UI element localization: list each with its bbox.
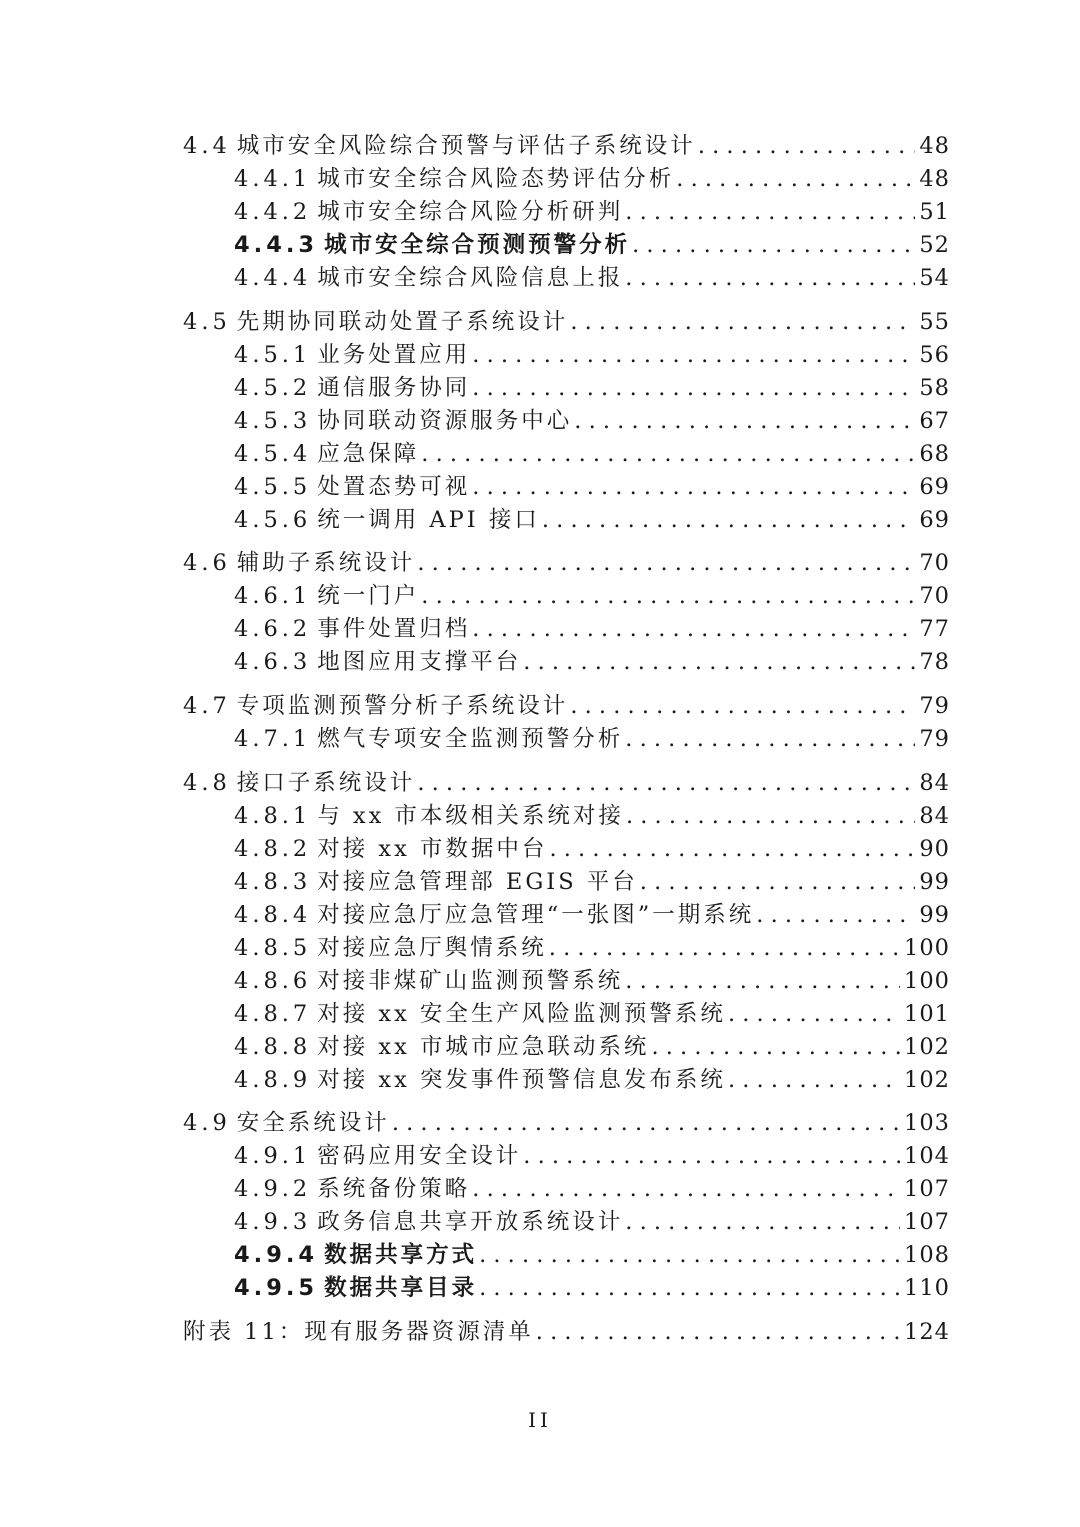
dot-leader [632,229,915,262]
toc-entry[interactable] [183,1173,950,1206]
toc-entry-page: 48 [919,166,950,192]
toc-entry-page: 58 [919,374,950,401]
toc-entry-title: 统一调用 API 接口 [317,506,540,533]
toc-entry[interactable] [183,229,950,262]
toc-entry-number: 4.8.5 [234,934,312,961]
dot-leader [626,800,915,833]
toc-entry-number: 4.5.2 [234,374,312,401]
toc-entry[interactable] [183,163,950,196]
toc-entry-number: 4.9.3 [234,1209,312,1236]
toc-entry-page: 79 [919,726,950,753]
toc-entry-page: 100 [904,967,950,994]
toc-entry-page: 48 [919,133,950,159]
toc-entry[interactable] [183,1239,950,1272]
toc-entry[interactable] [183,504,950,537]
dot-leader [472,1173,900,1206]
toc-entry-page: 102 [904,1033,950,1060]
dot-leader [625,262,915,295]
dot-leader [523,646,915,679]
toc-entry-page: 56 [919,341,950,368]
toc-entry-page: 84 [919,769,950,796]
toc-entry-page: 51 [919,199,950,225]
toc-entry-title: 对接应急厅舆情系统 [317,934,547,961]
dot-leader [728,998,900,1031]
dot-leader [536,1316,900,1349]
toc-entry[interactable] [183,196,950,229]
toc-entry-page: 90 [919,835,950,862]
toc-entry-page: 84 [919,802,950,829]
toc-entry-title: 城市安全风险综合预警与评估子系统设计 [236,133,696,159]
dot-leader [625,1206,900,1239]
dot-leader [698,130,916,163]
toc-entry-title: 对接 xx 市城市应急联动系统 [317,1033,650,1060]
toc-entry-title: 处置态势可视 [317,473,471,500]
toc-entry[interactable] [183,1272,950,1305]
toc-entry[interactable] [183,690,950,723]
toc-entry-page: 68 [919,440,950,467]
dot-leader [542,504,916,537]
toc-entry[interactable] [183,866,950,899]
toc-entry[interactable] [183,1206,950,1239]
toc-entry-title: 对接 xx 突发事件预警信息发布系统 [317,1066,726,1093]
toc-entry-page: 78 [919,649,950,676]
toc-entry[interactable] [183,405,950,438]
page-number: II [528,1408,552,1432]
toc-entry-number: 4.8 [183,769,231,796]
toc-entry[interactable] [183,800,950,833]
toc-entry-number: 4.8.3 [234,868,312,895]
toc-entry-page: 102 [904,1066,950,1093]
dot-leader [479,1239,900,1272]
toc-entry-page: 99 [919,868,950,895]
toc-entry-number: 4.9.1 [234,1143,312,1170]
toc-entry[interactable] [183,372,950,405]
toc-entry[interactable] [183,471,950,504]
toc-entry-page: 70 [919,550,950,577]
toc-entry-title: 统一门户 [317,583,420,610]
dot-leader [523,1140,900,1173]
toc-entry-number: 4.6.2 [234,616,312,643]
toc-entry-number: 4.6 [183,550,231,577]
toc-entry-number: 4.5.3 [234,407,312,434]
toc-entry-title: 数据共享方式 [324,1242,478,1269]
toc-entry-title: 城市安全综合风险分析研判 [317,199,624,225]
dot-leader [625,723,915,756]
toc-entry-title: 先期协同联动处置子系统设计 [236,308,569,335]
toc-entry[interactable] [183,1031,950,1064]
toc-entry-title: 对接 xx 安全生产风险监测预警系统 [317,1000,726,1027]
toc-entry-number: 4.5.1 [234,341,312,368]
toc-entry[interactable] [183,646,950,679]
dot-leader [651,1031,900,1064]
toc-entry[interactable] [183,1140,950,1173]
toc-entry[interactable] [183,965,950,998]
toc-entry-number: 4.5 [183,308,231,335]
toc-entry-title: 密码应用安全设计 [317,1143,522,1170]
dot-leader [417,547,915,580]
toc-entry-number: 4.8.8 [234,1033,312,1060]
toc-entry[interactable] [183,580,950,613]
toc-entry-page: 99 [919,901,950,928]
dot-leader [549,833,915,866]
toc-entry-page: 110 [904,1275,950,1302]
toc-entry[interactable] [183,130,950,163]
dot-leader [392,1107,900,1140]
toc-entry-number: 4.8.7 [234,1000,312,1027]
toc-entry-page: 100 [904,934,950,961]
toc-entry-number: 4.8.2 [234,835,312,862]
toc-entry-number: 4.9 [183,1110,231,1137]
toc-entry[interactable] [183,262,950,295]
toc-entry[interactable] [183,339,950,372]
toc-entry-number: 4.8.6 [234,967,312,994]
toc-entry-title: 事件处置归档 [317,616,471,643]
toc-entry-title: 安全系统设计 [236,1110,390,1137]
toc-entry-number: 4.7.1 [234,726,312,753]
toc-entry[interactable] [183,899,950,932]
dot-leader [625,965,900,998]
dot-leader [756,899,915,932]
toc-entry-title: 协同联动资源服务中心 [317,407,573,434]
dot-leader [472,372,915,405]
toc-entry[interactable] [183,547,950,580]
toc-entry-number: 4.8.9 [234,1066,312,1093]
toc-entry[interactable] [183,438,950,471]
toc-entry-title: 城市安全综合预测预警分析 [324,232,631,258]
toc-entry-title: 与 xx 市本级相关系统对接 [317,802,624,829]
toc-entry-number: 4.4.3 [234,232,319,258]
dot-leader [728,1064,900,1097]
toc-entry-page: 108 [904,1242,950,1269]
toc-entry-page: 79 [919,693,950,720]
toc-entry-number: 4.6.1 [234,583,312,610]
toc-entry-number: 4.4.1 [234,166,312,192]
toc-entry-page: 101 [904,1000,950,1027]
dot-leader [472,339,915,372]
toc-entry-page: 70 [919,583,950,610]
dot-leader [570,690,915,723]
toc-entry-title: 对接应急管理部 EGIS 平台 [317,868,638,895]
toc-entry[interactable] [183,1107,950,1140]
toc-entry-page: 52 [919,232,950,258]
toc-entry[interactable] [183,1064,950,1097]
dot-leader [574,405,915,438]
toc-entry-number: 4.4.4 [234,265,312,291]
toc-entry-page: 124 [904,1319,950,1346]
toc-entry-number: 4.8.4 [234,901,312,928]
toc-entry[interactable] [183,613,950,646]
toc-entry-title: 对接非煤矿山监测预警系统 [317,967,624,994]
toc-entry-title: 数据共享目录 [324,1275,478,1302]
toc-entry-page: 69 [919,506,950,533]
toc-entry[interactable] [183,1316,950,1349]
toc-entry-title: 对接应急厅应急管理“一张图”一期系统 [317,901,755,928]
table-of-contents [183,130,950,1349]
toc-entry-page: 104 [904,1143,950,1170]
toc-entry-title: 城市安全综合风险信息上报 [317,265,624,291]
dot-leader [570,306,915,339]
toc-entry-number: 4.7 [183,693,231,720]
dot-leader [421,438,915,471]
dot-leader [417,767,915,800]
toc-entry-title: 系统备份策略 [317,1176,471,1203]
toc-entry-title: 附表 11：现有服务器资源清单 [183,1319,534,1346]
toc-entry-number: 4.5.5 [234,473,312,500]
dot-leader [472,613,915,646]
toc-entry-title: 业务处置应用 [317,341,471,368]
dot-leader [421,580,915,613]
toc-entry-number: 4.9.2 [234,1176,312,1203]
toc-entry-title: 对接 xx 市数据中台 [317,835,548,862]
toc-entry[interactable] [183,306,950,339]
toc-entry-page: 77 [919,616,950,643]
dot-leader [676,163,915,196]
dot-leader [479,1272,900,1305]
toc-entry-page: 55 [919,308,950,335]
toc-entry-number: 4.5.6 [234,506,312,533]
dot-leader [549,932,900,965]
toc-entry-number: 4.4 [183,133,231,159]
toc-entry-title: 地图应用支撑平台 [317,649,522,676]
toc-entry-page: 107 [904,1176,950,1203]
toc-entry-page: 54 [919,265,950,291]
toc-entry-page: 69 [919,473,950,500]
toc-entry[interactable] [183,723,950,756]
dot-leader [625,196,915,229]
toc-entry-number: 4.4.2 [234,199,312,225]
toc-entry-number: 4.9.5 [234,1275,319,1302]
toc-entry-title: 燃气专项安全监测预警分析 [317,726,624,753]
toc-entry[interactable] [183,998,950,1031]
toc-entry[interactable] [183,932,950,965]
toc-entry-page: 67 [919,407,950,434]
toc-entry-title: 辅助子系统设计 [236,550,416,577]
toc-entry-title: 通信服务协同 [317,374,471,401]
toc-entry-number: 4.9.4 [234,1242,319,1269]
toc-entry-number: 4.8.1 [234,802,312,829]
toc-entry[interactable] [183,833,950,866]
toc-entry-title: 应急保障 [317,440,420,467]
toc-entry-number: 4.5.4 [234,440,312,467]
toc-entry-title: 政务信息共享开放系统设计 [317,1209,624,1236]
toc-entry-title: 城市安全综合风险态势评估分析 [317,166,675,192]
dot-leader [640,866,916,899]
toc-entry-title: 接口子系统设计 [236,769,416,796]
toc-entry-number: 4.6.3 [234,649,312,676]
dot-leader [472,471,915,504]
toc-entry-page: 103 [904,1110,950,1137]
toc-entry-page: 107 [904,1209,950,1236]
toc-entry-title: 专项监测预警分析子系统设计 [236,693,569,720]
toc-entry[interactable] [183,767,950,800]
